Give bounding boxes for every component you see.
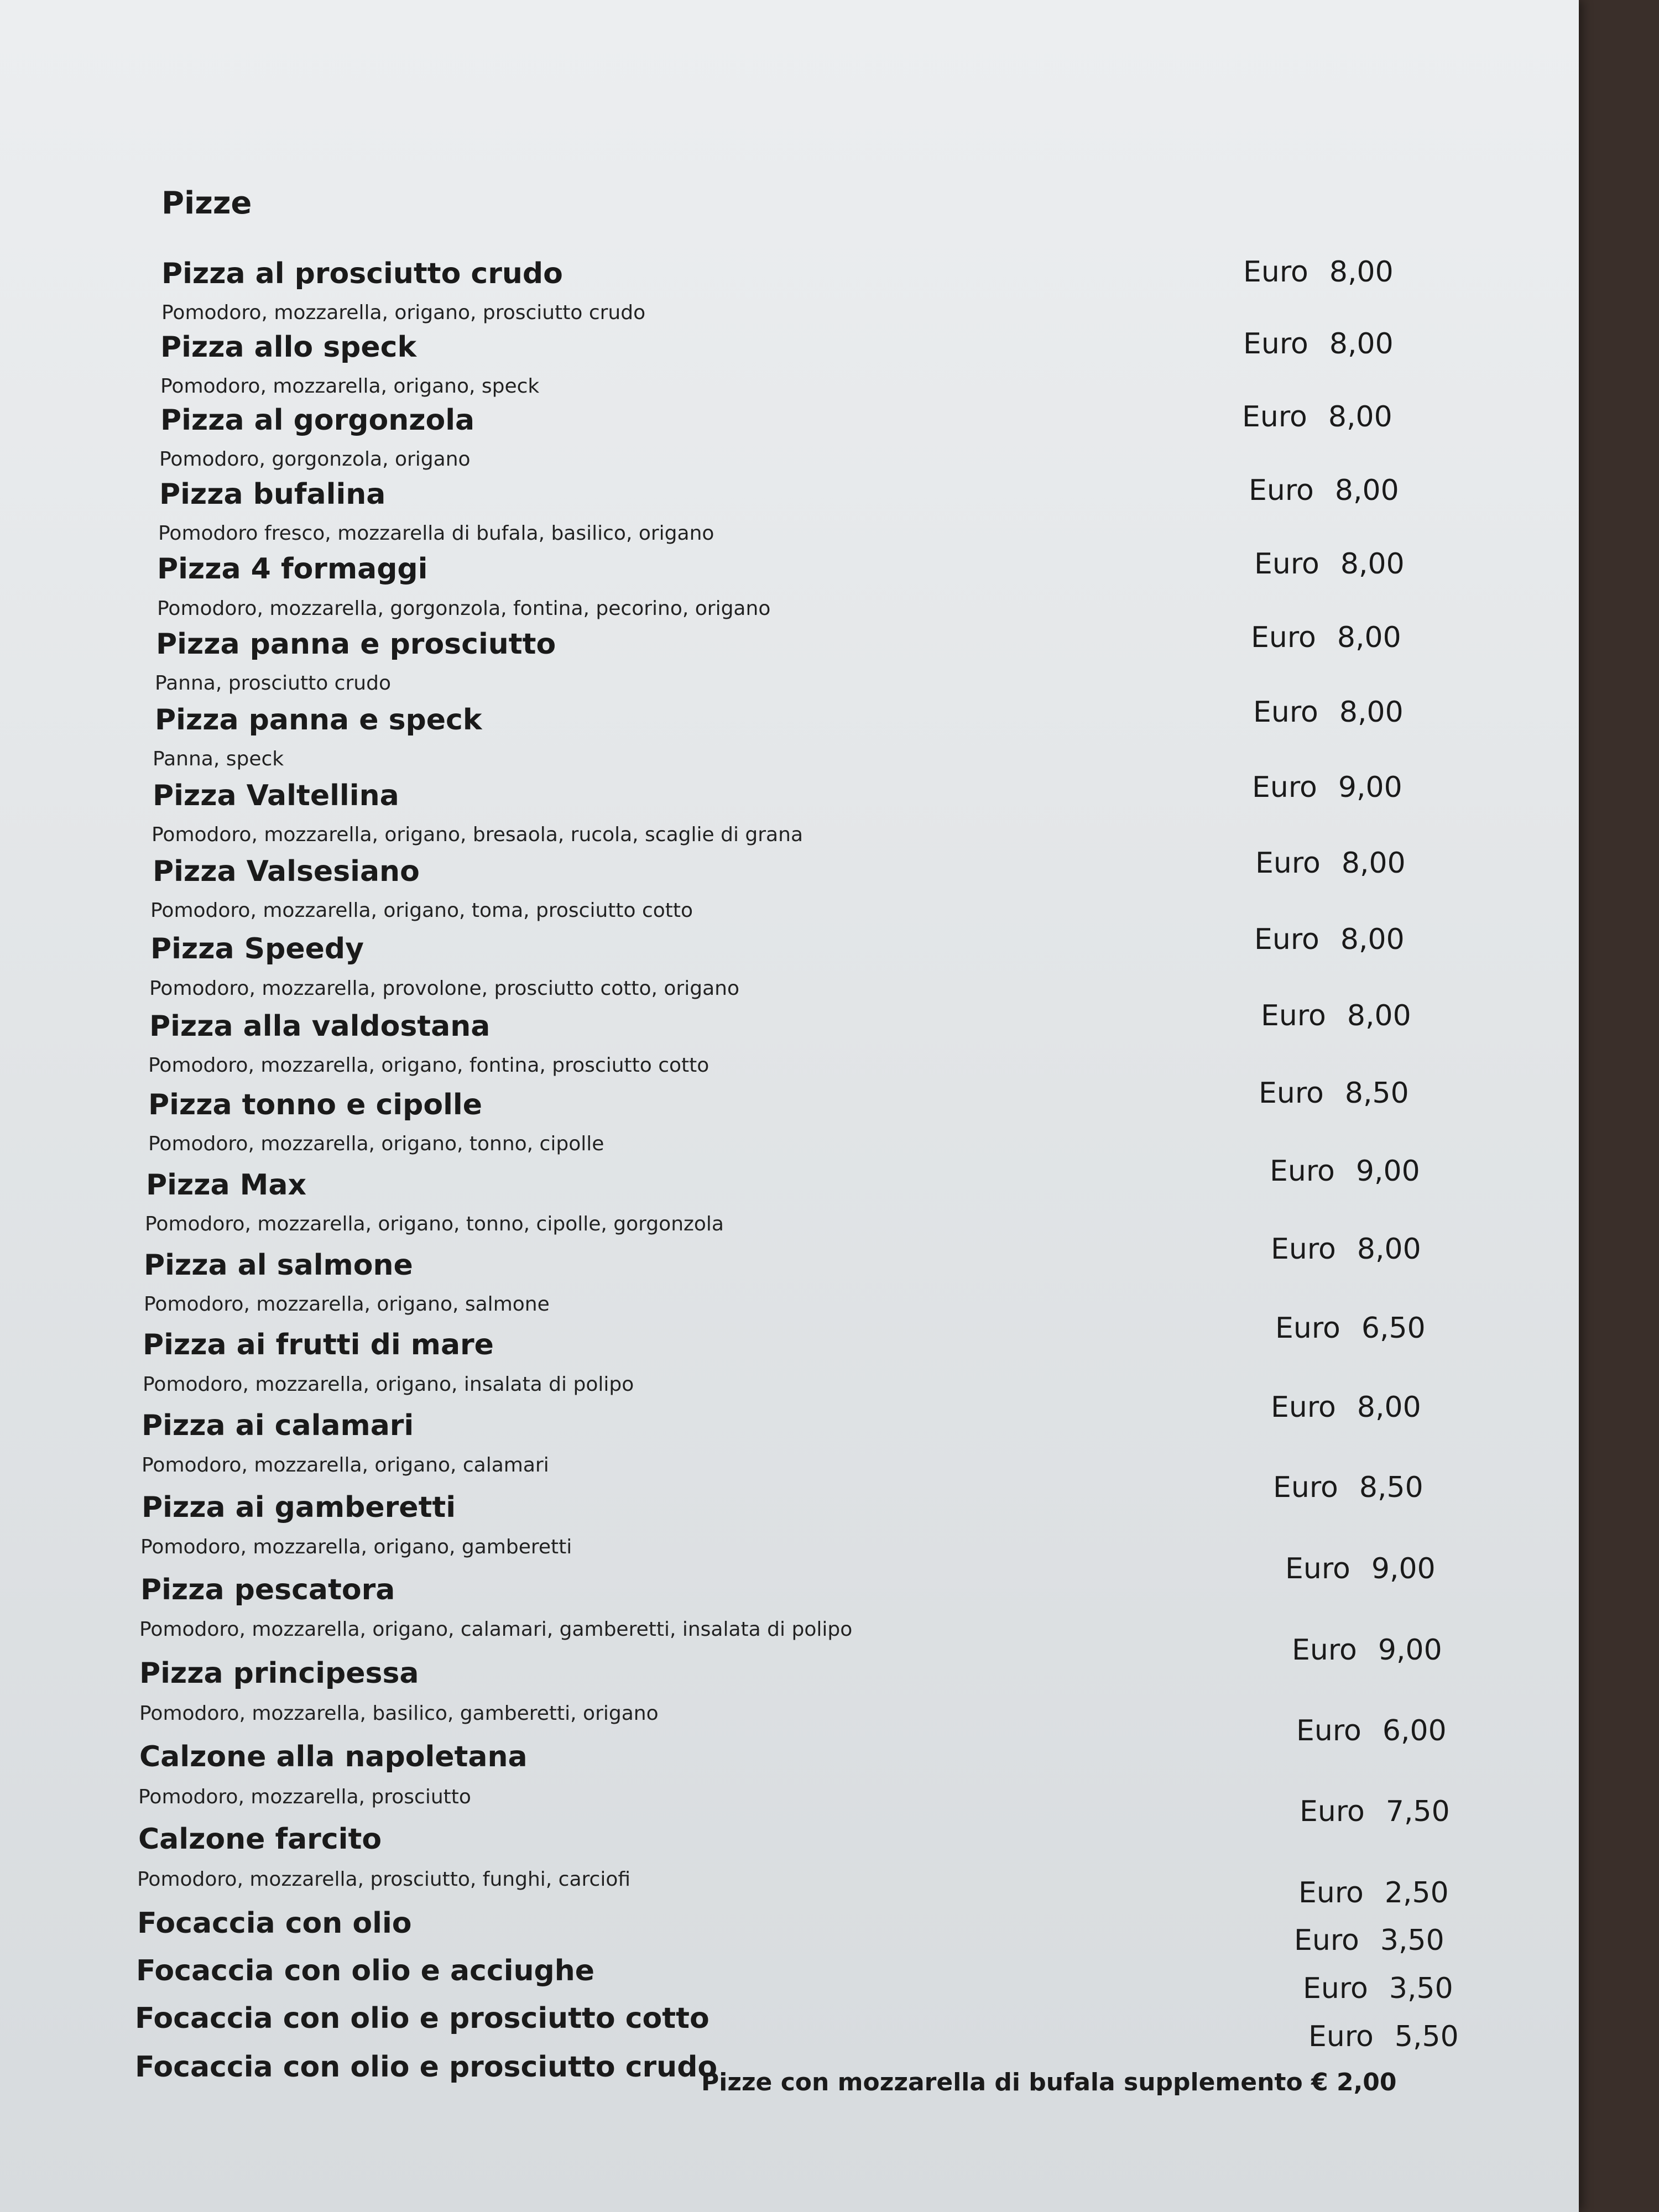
menu-item-description: Pomodoro, gorgonzola, origano xyxy=(159,448,471,471)
menu-item-name: Pizza Max xyxy=(146,1168,307,1202)
price-currency: Euro xyxy=(1292,1634,1357,1667)
menu-item-name: Focaccia con olio xyxy=(137,1907,412,1940)
menu-item-price xyxy=(1252,771,1402,804)
menu-item-price xyxy=(1243,327,1394,361)
menu-item-name: Pizza 4 formaggi xyxy=(157,552,428,586)
menu-item-name: Focaccia con olio e prosciutto cotto xyxy=(135,2002,709,2035)
price-amount: 9,00 xyxy=(1371,1552,1436,1585)
menu-item-price xyxy=(1251,621,1401,654)
menu-item-name: Pizza ai frutti di mare xyxy=(143,1328,494,1361)
price-amount: 2,50 xyxy=(1384,1876,1449,1910)
menu-item-name: Pizza bufalina xyxy=(159,478,386,511)
price-amount: 8,50 xyxy=(1344,1077,1409,1110)
price-amount: 3,50 xyxy=(1380,1924,1444,1957)
menu-item-description: Pomodoro, mozzarella, origano, calamari xyxy=(142,1454,549,1477)
price-amount: 8,00 xyxy=(1340,547,1405,581)
price-currency: Euro xyxy=(1308,2020,1374,2053)
menu-item-name: Pizza tonno e cipolle xyxy=(148,1088,482,1121)
menu-item-price xyxy=(1270,1155,1420,1188)
price-currency: Euro xyxy=(1243,255,1308,289)
menu-item-name: Pizza Speedy xyxy=(150,932,364,966)
menu-item-price xyxy=(1285,1552,1436,1585)
price-currency: Euro xyxy=(1270,1155,1335,1188)
price-amount: 8,00 xyxy=(1341,847,1406,880)
menu-item-price xyxy=(1261,999,1411,1032)
price-currency: Euro xyxy=(1275,1312,1340,1345)
menu-item-description: Pomodoro, mozzarella, origano, salmone xyxy=(144,1293,550,1316)
price-amount: 5,50 xyxy=(1394,2020,1459,2053)
menu-item-price xyxy=(1292,1634,1442,1667)
menu-item-price xyxy=(1254,923,1405,956)
price-amount: 8,00 xyxy=(1328,400,1392,434)
price-currency: Euro xyxy=(1294,1924,1359,1957)
menu-item-description: Pomodoro, mozzarella, origano, tonno, cipolle, gorgonzola xyxy=(145,1213,724,1235)
price-amount: 8,00 xyxy=(1347,999,1411,1032)
menu-item-price xyxy=(1273,1471,1423,1504)
price-amount: 6,00 xyxy=(1382,1714,1447,1747)
menu-item-name: Pizza principessa xyxy=(139,1657,419,1690)
menu-item-price xyxy=(1243,255,1394,289)
menu-item-price xyxy=(1298,1876,1449,1910)
menu-item-name: Focaccia con olio e acciughe xyxy=(136,1954,595,1987)
price-currency: Euro xyxy=(1254,923,1319,956)
menu-item-name: Pizza ai calamari xyxy=(142,1409,414,1442)
menu-footnote: Pizze con mozzarella di bufala supplemento € 2,00 xyxy=(701,2068,1397,2096)
price-amount: 7,50 xyxy=(1385,1795,1450,1828)
menu-item-description: Panna, speck xyxy=(153,748,284,770)
price-amount: 6,50 xyxy=(1361,1312,1426,1345)
price-currency: Euro xyxy=(1253,696,1318,729)
price-amount: 8,00 xyxy=(1329,327,1394,361)
price-currency: Euro xyxy=(1249,474,1314,507)
menu-item-description: Pomodoro, mozzarella, gorgonzola, fontina, pecorino, origano xyxy=(157,597,771,620)
menu-item-description: Pomodoro, mozzarella, origano, calamari, gamberetti, insalata di polipo xyxy=(139,1618,853,1641)
price-amount: 8,00 xyxy=(1329,255,1394,289)
menu-item-description: Pomodoro, mozzarella, prosciutto xyxy=(138,1786,471,1808)
menu-item-name: Pizza panna e prosciutto xyxy=(156,628,556,661)
menu-item-name: Pizza ai gamberetti xyxy=(142,1491,456,1524)
menu-item-name: Pizza pescatora xyxy=(140,1573,395,1606)
menu-item-description: Pomodoro, mozzarella, origano, tonno, cipolle xyxy=(148,1133,604,1155)
menu-item-price xyxy=(1249,474,1399,507)
price-amount: 8,00 xyxy=(1357,1233,1421,1266)
price-currency: Euro xyxy=(1259,1077,1324,1110)
menu-item-price xyxy=(1259,1077,1409,1110)
menu-item-name: Pizza al salmone xyxy=(144,1249,413,1282)
price-currency: Euro xyxy=(1254,547,1319,581)
price-currency: Euro xyxy=(1298,1876,1364,1910)
menu-item-price xyxy=(1308,2020,1459,2053)
menu-item-name: Pizza Valsesiano xyxy=(153,855,420,888)
price-amount: 8,00 xyxy=(1357,1391,1421,1424)
price-amount: 9,00 xyxy=(1338,771,1402,804)
price-amount: 9,00 xyxy=(1355,1155,1420,1188)
menu-item-name: Focaccia con olio e prosciutto crudo xyxy=(135,2051,718,2084)
menu-item-description: Pomodoro, mozzarella, origano, gamberetti xyxy=(140,1536,572,1558)
menu-item-description: Pomodoro, mozzarella, origano, fontina, prosciutto cotto xyxy=(148,1054,709,1077)
menu-item-price xyxy=(1294,1924,1444,1957)
price-amount: 8,00 xyxy=(1334,474,1399,507)
menu-item-description: Pomodoro, mozzarella, origano, insalata di polipo xyxy=(143,1373,634,1396)
menu-item-price xyxy=(1303,1972,1453,2005)
price-amount: 8,00 xyxy=(1339,696,1404,729)
price-currency: Euro xyxy=(1285,1552,1350,1585)
price-amount: 3,50 xyxy=(1389,1972,1453,2005)
price-currency: Euro xyxy=(1273,1471,1338,1504)
price-currency: Euro xyxy=(1251,621,1316,654)
price-amount: 8,00 xyxy=(1337,621,1401,654)
menu-item-price xyxy=(1296,1714,1447,1747)
menu-item-name: Calzone farcito xyxy=(138,1823,382,1856)
menu-item-description: Pomodoro, mozzarella, provolone, prosciutto cotto, origano xyxy=(149,977,739,1000)
menu-item-price xyxy=(1271,1233,1421,1266)
price-currency: Euro xyxy=(1243,327,1308,361)
menu-item-price xyxy=(1255,847,1406,880)
menu-item-description: Pomodoro, mozzarella, origano, toma, prosciutto cotto xyxy=(150,899,693,922)
price-currency: Euro xyxy=(1252,771,1317,804)
menu-item-description: Pomodoro fresco, mozzarella di bufala, basilico, origano xyxy=(158,522,714,545)
menu-item-price xyxy=(1254,547,1405,581)
menu-item-description: Pomodoro, mozzarella, prosciutto, funghi, carciofi xyxy=(137,1868,631,1891)
menu-item-price xyxy=(1275,1312,1426,1345)
price-currency: Euro xyxy=(1271,1233,1336,1266)
menu-item-name: Pizza al prosciutto crudo xyxy=(161,257,563,290)
price-currency: Euro xyxy=(1271,1391,1336,1424)
menu-item-name: Calzone alla napoletana xyxy=(139,1740,528,1773)
menu-item-name: Pizza al gorgonzola xyxy=(160,404,475,437)
price-currency: Euro xyxy=(1242,400,1307,434)
price-amount: 8,00 xyxy=(1340,923,1405,956)
menu-item-price xyxy=(1242,400,1392,434)
menu-item-price xyxy=(1271,1391,1421,1424)
price-currency: Euro xyxy=(1296,1714,1361,1747)
price-currency: Euro xyxy=(1303,1972,1368,2005)
menu-item-name: Pizza allo speck xyxy=(160,331,417,364)
menu-item-name: Pizza panna e speck xyxy=(155,703,482,737)
price-amount: 8,50 xyxy=(1359,1471,1423,1504)
menu-item-description: Pomodoro, mozzarella, origano, bresaola, rucola, scaglie di grana xyxy=(152,823,803,846)
menu-item-description: Pomodoro, mozzarella, origano, speck xyxy=(160,375,540,398)
menu-item-description: Pomodoro, mozzarella, basilico, gamberetti, origano xyxy=(139,1702,659,1725)
price-currency: Euro xyxy=(1261,999,1326,1032)
price-amount: 9,00 xyxy=(1378,1634,1442,1667)
menu-item-description: Pomodoro, mozzarella, origano, prosciutto crudo xyxy=(161,301,646,324)
menu-item-price xyxy=(1300,1795,1450,1828)
menu-item-description: Panna, prosciutto crudo xyxy=(155,672,391,695)
price-currency: Euro xyxy=(1300,1795,1365,1828)
menu-title: Pizze xyxy=(161,185,252,221)
menu-item-name: Pizza Valtellina xyxy=(153,779,399,812)
menu-item-price xyxy=(1253,696,1404,729)
menu-item-name: Pizza alla valdostana xyxy=(149,1010,491,1043)
price-currency: Euro xyxy=(1255,847,1321,880)
